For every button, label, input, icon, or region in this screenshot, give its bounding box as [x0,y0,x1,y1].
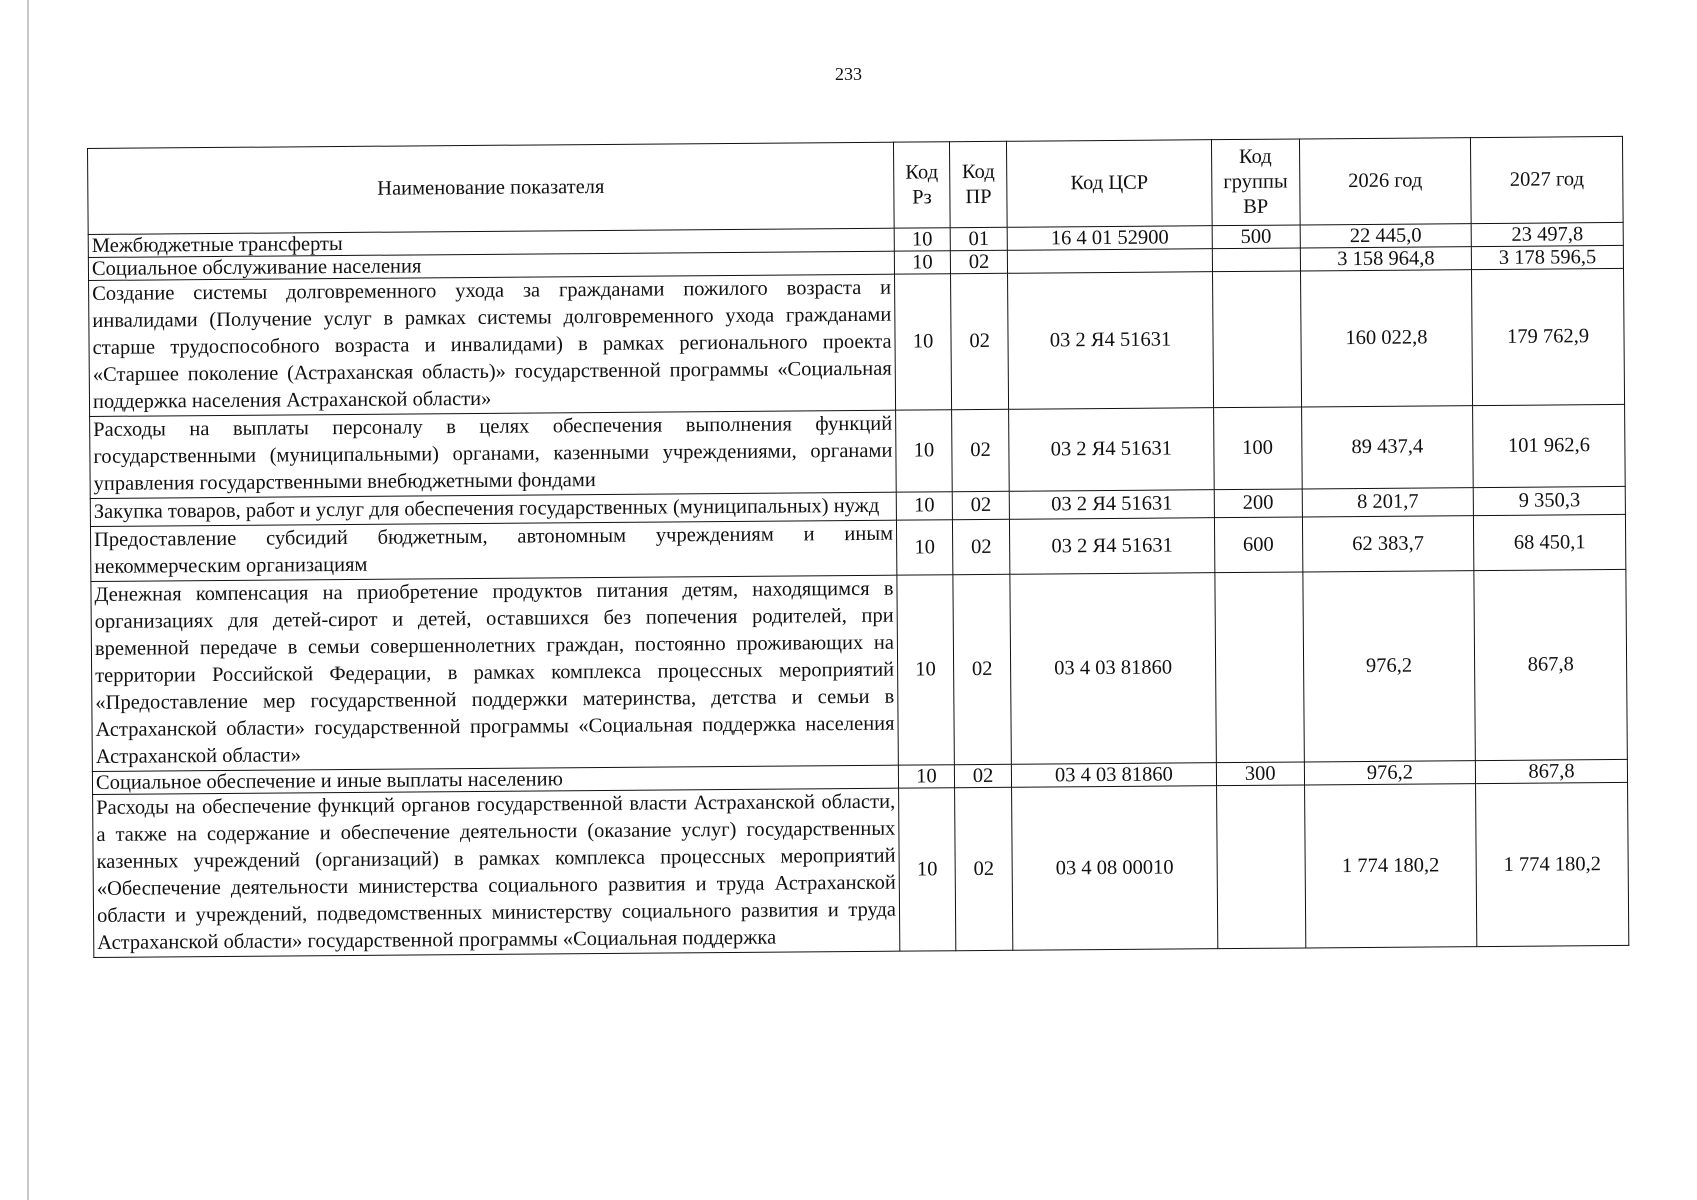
row-2026: 3 158 964,8 [1300,247,1472,271]
table-row [91,569,1627,771]
row-2026: 976,2 [1304,761,1476,785]
row-pr: 02 [952,491,1009,519]
row-pr: 02 [952,519,1010,574]
row-name: Расходы на обеспечение функций органов государственной власти Астраханской области, а также на содержание и обеспечение деятельности (оказание услуг) государственных казенных учреждений (организаций) в рамках комплекса процессных мероприятий «Обеспечение деятельности министерства социального развития и труда Астраханской области и учреждений, подведомственных министерству социального развития и труда Астраханской области» государственной программы «Социальная поддержка [93,788,900,957]
header-name: Наименование показателя [88,142,895,234]
row-rz: 10 [895,274,952,410]
row-2026: 976,2 [1303,571,1476,762]
row-2027: 3 178 596,5 [1472,245,1624,269]
row-name: Расходы на выплаты персоналу в целях обеспечения выполнения функций государственными (муниципальными) органами, казенными учреждениями, органами управления государственными внебюджетными фондами [90,410,897,498]
row-vr: 300 [1216,762,1304,786]
row-rz: 10 [896,520,952,575]
page-number: 233 [835,64,862,84]
row-name: Предоставление субсидий бюджетным, автономным учреждениям и иным некоммерческим организациям [90,520,896,581]
row-vr: 500 [1212,225,1300,249]
row-vr: 100 [1213,407,1302,490]
row-name: Социальное обслуживание населения [88,251,894,280]
page-margin-line [27,0,29,1200]
row-2027: 23 497,8 [1471,222,1623,246]
row-csr: 03 4 08 00010 [1012,786,1218,951]
row-2027: 9 350,3 [1473,486,1625,515]
row-pr: 02 [954,764,1011,787]
row-pr: 02 [955,787,1013,950]
row-name: Социальное обеспечение и иные выплаты населению [92,765,898,794]
header-csr: Код ЦСР [1007,140,1212,228]
header-2026: 2026 год [1299,138,1471,225]
row-vr [1215,572,1304,763]
row-rz: 10 [894,228,950,251]
row-2027: 867,8 [1474,569,1627,760]
row-2026: 160 022,8 [1300,270,1473,407]
row-vr: 200 [1214,489,1302,518]
row-csr: 03 4 03 81860 [1012,763,1217,788]
row-pr: 02 [952,409,1010,491]
row-vr: 600 [1214,517,1302,573]
row-rz: 10 [896,492,952,520]
header-vr: Код группы ВР [1211,139,1300,226]
row-name: Денежная компенсация на приобретение продуктов питания детям, находящимся в организациях для детей-сирот и детей, оставшихся без попечения родителей, при временной передаче в семьи совершеннолетних граждан, постоянно проживающих на территории Российской Федерации, в рамках комплекса процессных мероприятий «Предоставление мер государственной поддержки материнства, детства и семьи в Астраханской области» государственной программы «Социальная поддержка населения Астраханской области» [91,575,898,771]
row-csr: 03 2 Я4 51631 [1008,272,1214,410]
row-2027: 101 962,6 [1473,404,1625,487]
row-vr [1212,271,1301,408]
row-pr: 02 [950,250,1007,273]
table-header-row [88,136,1624,234]
row-vr [1216,785,1305,949]
row-2026: 8 201,7 [1302,488,1474,517]
row-2026: 62 383,7 [1302,516,1474,572]
header-pr: Код ПР [950,141,1008,227]
row-pr: 01 [950,227,1007,250]
row-csr [1008,249,1213,274]
row-name: Закупка товаров, работ и услуг для обеспечения государственных (муниципальных) нужд [90,492,896,526]
row-rz: 10 [894,251,950,274]
row-rz: 10 [899,788,956,951]
header-2027: 2027 год [1471,136,1623,223]
row-rz: 10 [896,410,953,492]
row-pr: 02 [953,574,1012,764]
row-2027: 1 774 180,2 [1476,782,1629,946]
table-row [90,404,1626,498]
row-rz: 10 [897,575,955,765]
row-name: Межбюджетные трансферты [88,228,894,257]
row-2027: 68 450,1 [1474,514,1626,570]
row-csr: 03 2 Я4 51631 [1009,490,1214,520]
row-vr [1212,248,1300,272]
budget-table [87,136,1629,958]
row-2027: 867,8 [1476,759,1628,783]
table-row [93,782,1629,957]
row-csr: 03 4 03 81860 [1010,573,1216,765]
row-csr: 03 2 Я4 51631 [1009,408,1214,492]
header-rz: Код Рз [893,142,950,228]
row-csr: 16 4 01 52900 [1007,226,1212,251]
row-name: Создание системы долговременного ухода за гражданами пожилого возраста и инвалидами (Получение услуг в рамках системы долговременного ухода гражданами старше трудоспособного возраста и инвалидами) в рамках регионального проекта «Старшее поколение (Астраханская область)» государственной программы «Социальная поддержка населения Астраханской области» [89,274,896,416]
row-pr: 02 [951,273,1009,409]
row-2026: 1 774 180,2 [1304,784,1477,948]
row-csr: 03 2 Я4 51631 [1010,518,1215,575]
table-row [89,268,1625,416]
row-2027: 179 762,9 [1472,268,1625,405]
row-2026: 89 437,4 [1301,406,1473,489]
row-rz: 10 [898,765,954,788]
row-2026: 22 445,0 [1300,224,1472,248]
